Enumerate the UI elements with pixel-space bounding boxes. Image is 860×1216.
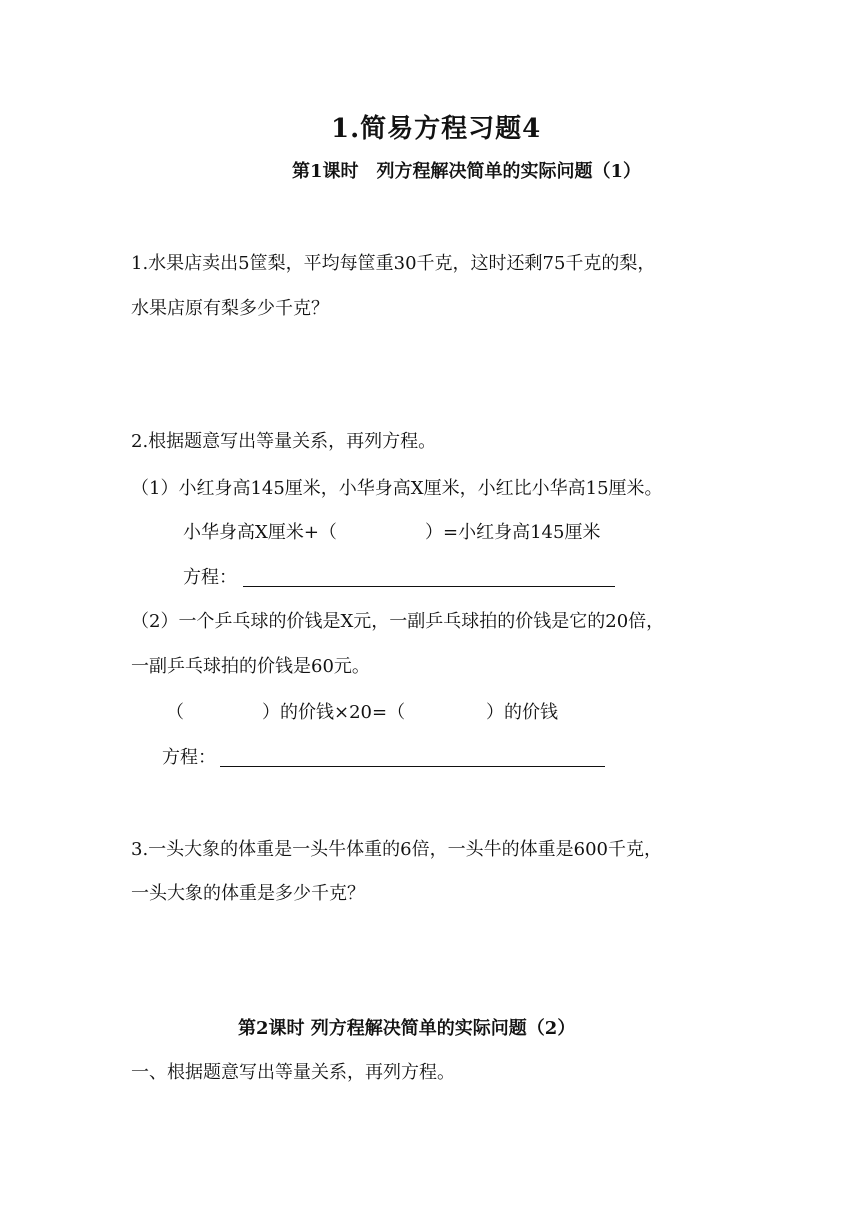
question2-part1-relation-end: ）=小红身高145厘米 <box>425 522 601 543</box>
question3-line2: 一头大象的体重是多少千克？ <box>131 883 365 904</box>
question2-part2-equation-label: 方程： <box>162 747 216 768</box>
question2-part1-answer-line[interactable] <box>243 586 615 587</box>
lesson2-section1-intro: 一、根据题意写出等量关系，再列方程。 <box>131 1062 455 1083</box>
question3-line1: 3.一头大象的体重是一头牛体重的6倍，一头牛的体重是600千克， <box>131 839 662 860</box>
lesson1-heading: 第1课时 列方程解决简单的实际问题（1） <box>292 161 642 182</box>
question2-part2-relation-middle: ）的价钱×20=（ <box>262 702 406 723</box>
page-title: 1.简易方程习题4 <box>331 114 542 144</box>
question2-part2-line2: 一副乒乓球拍的价钱是60元。 <box>131 656 370 677</box>
lesson2-heading: 第2课时 列方程解决简单的实际问题（2） <box>238 1018 576 1039</box>
question2-intro: 2.根据题意写出等量关系，再列方程。 <box>131 431 437 452</box>
question1-line1: 1.水果店卖出5筐梨，平均每筐重30千克，这时还剩75千克的梨， <box>131 253 656 274</box>
question2-part2-answer-line[interactable] <box>220 766 605 767</box>
question2-part2-relation-end: ）的价钱 <box>486 702 558 723</box>
question2-part1-equation-label: 方程： <box>183 567 237 588</box>
question2-part2-line1: （2）一个乒乓球的价钱是X元，一副乒乓球拍的价钱是它的20倍， <box>131 611 665 632</box>
question2-part1-relation-start: 小华身高X厘米+（ <box>183 522 337 543</box>
question2-part2-relation-open: （ <box>166 702 184 723</box>
question1-line2: 水果店原有梨多少千克？ <box>131 298 329 319</box>
question2-part1-text: （1）小红身高145厘米，小华身高X厘米，小红比小华高15厘米。 <box>131 478 663 499</box>
